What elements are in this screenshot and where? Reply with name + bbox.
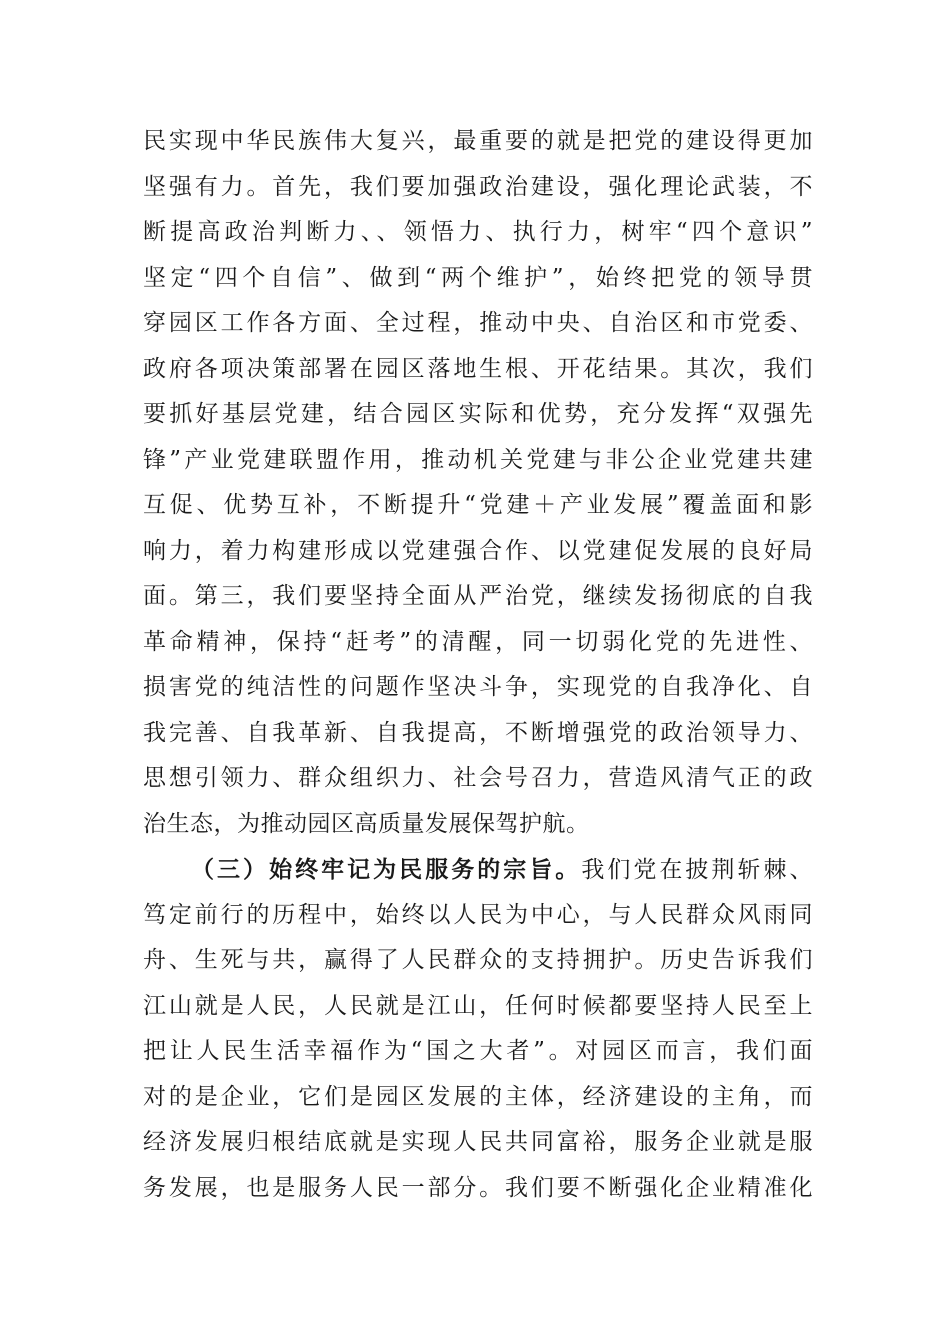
text-line: 治生态，为推动园区高质量发展保驾护航。 xyxy=(143,810,590,837)
text-line: 江山就是人民，人民就是江山，任何时候都要坚持人民至上 xyxy=(143,992,813,1019)
text-line: 要抓好基层党建，结合园区实际和优势，充分发挥“双强先 xyxy=(143,401,813,427)
text-line: 锋”产业党建联盟作用，推动机关党建与非公企业党建共建 xyxy=(143,446,813,473)
text-line: 舟、生死与共，赢得了人民群众的支持拥护。历史告诉我们 xyxy=(143,947,813,973)
text-line: 经济发展归根结底就是实现人民共同富裕，服务企业就是服 xyxy=(143,1129,813,1155)
text-line: 坚强有力。首先，我们要加强政治建设，强化理论武装，不 xyxy=(143,173,813,200)
text-line: 把让人民生活幸福作为“国之大者”。对园区而言，我们面 xyxy=(143,1038,813,1064)
paragraph-first-line xyxy=(143,847,813,893)
text-line: 穿园区工作各方面、全过程，推动中央、自治区和市党委、 xyxy=(143,310,813,336)
text-line: 思想引领力、群众组织力、社会号召力，营造风清气正的政 xyxy=(143,765,813,791)
text-line: 对的是企业，它们是园区发展的主体，经济建设的主角，而 xyxy=(143,1083,813,1110)
paragraph-party-building xyxy=(143,119,813,847)
text-line: 损害党的纯洁性的问题作坚决斗争，实现党的自我净化、自 xyxy=(143,674,813,700)
text-line: 务发展，也是服务人民一部分。我们要不断强化企业精准化 xyxy=(143,1174,813,1201)
text-line: 我完善、自我革新、自我提高，不断增强党的政治领导力、 xyxy=(143,719,813,746)
text-line: 断提高政治判断力、、领悟力、执行力，树牢“四个意识” xyxy=(143,219,813,245)
text-line: 政府各项决策部署在园区落地生根、开花结果。其次，我们 xyxy=(143,355,813,382)
paragraph-serve-people xyxy=(143,847,813,1211)
text-line: 革命精神，保持“赶考”的清醒，同一切弱化党的先进性、 xyxy=(143,628,813,655)
text-line: 笃定前行的历程中，始终以人民为中心，与人民群众风雨同 xyxy=(143,901,813,928)
section-heading: （三）始终牢记为民服务的宗旨。 xyxy=(191,856,582,883)
text-line: 坚定“四个自信”、做到“两个维护”，始终把党的领导贯 xyxy=(143,264,813,291)
text-line: 互促、优势互补，不断提升“党建＋产业发展”覆盖面和影 xyxy=(143,492,813,518)
text-line: 面。第三，我们要坚持全面从严治党，继续发扬彻底的自我 xyxy=(143,583,813,609)
text-line: 响力，着力构建形成以党建强合作、以党建促发展的良好局 xyxy=(143,537,813,564)
text-line: 民实现中华民族伟大复兴，最重要的就是把党的建设得更加 xyxy=(143,128,813,154)
heading-followup-text: 我们党在披荆斩棘、 xyxy=(581,857,814,883)
